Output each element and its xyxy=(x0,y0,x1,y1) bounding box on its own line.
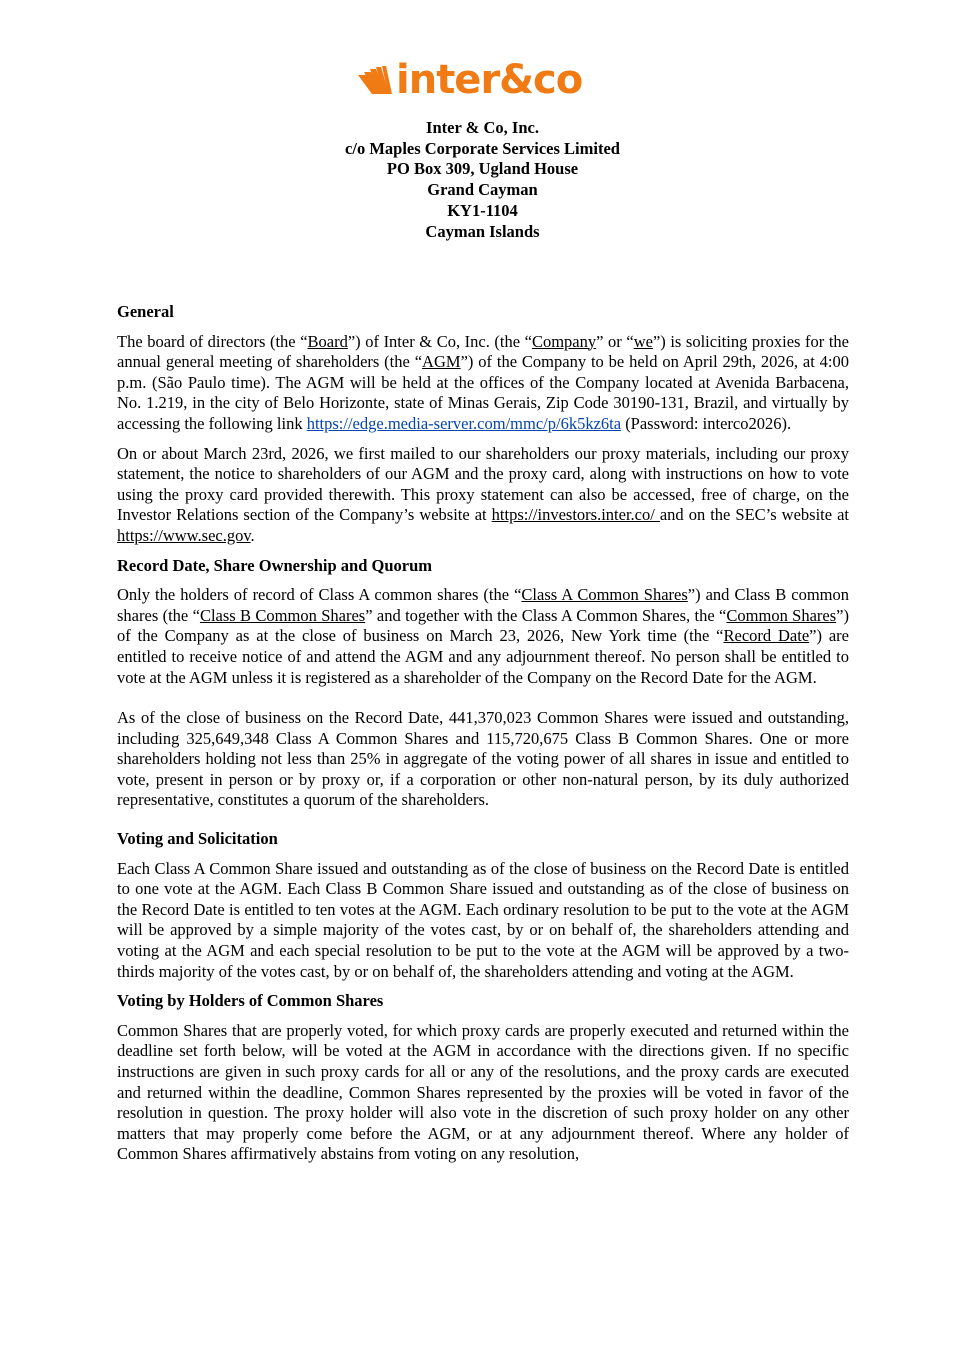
defined-term-board: Board xyxy=(307,331,348,351)
virtual-meeting-link[interactable]: https://edge.media-server.com/mmc/p/6k5kz6ta xyxy=(306,413,622,433)
voting-paragraph: Each Class A Common Share issued and outstanding as of the close of business on the Record Date is entitled to one vote at the AGM. Each Class B Common Share issued and outstanding as of the close of business on the Record Date is entitled to ten votes at the AGM. Each ordinary resolution to be put to the vote at the AGM will be approved by a simple majority of the votes cast, by or on behalf of, the shareholders attending and voting at the AGM and each special resolution to be put to the vote at the AGM will be approved by a two-thirds majority of the votes cast, by or on behalf of, the shareholders attending and voting at the AGM. xyxy=(117,858,849,981)
section-heading-general: General xyxy=(117,302,174,321)
general-paragraph-2: On or about March 23rd, 2026, we first mailed to our shareholders our proxy materials, including our proxy statement, the notice to shareholders of our AGM and the proxy card, along with instructions on how to vote using the proxy card provided therewith. This proxy statement can also be accessed, free of charge, on the Investor Relations section of the Company’s website at https://investors.inter.co/ and on the SEC’s website at https://www.sec.gov. xyxy=(117,443,850,545)
section-heading-record-date: Record Date, Share Ownership and Quorum xyxy=(117,555,433,575)
section-heading-voting: Voting and Solicitation xyxy=(117,829,278,849)
defined-term-record-date: Record Date xyxy=(723,626,810,646)
address-line: Inter & Co, Inc. xyxy=(426,118,539,137)
defined-term-common-shares: Common Shares xyxy=(726,605,837,625)
investor-relations-link[interactable]: https://investors.inter.co/ xyxy=(491,505,660,525)
defined-term-class-b: Class B Common Shares xyxy=(199,605,366,625)
record-paragraph-2: As of the close of business on the Record Date, 441,370,023 Common Shares were issued and outstanding, including 325,649,348 Class A Common Shares and 115,720,675 Class B Common Shares. One or more shareholders holding not less than 25% in aggregate of the voting power of all shares in issue and entitled to vote, present in person or by proxy or, if a corporation or other non-natural person, by its duly authorized representative, constitutes a quorum of the shareholders. xyxy=(117,708,849,810)
defined-term-we: we xyxy=(633,331,653,351)
defined-term-company: Company xyxy=(531,331,597,351)
section-heading-holders: Voting by Holders of Common Shares xyxy=(117,991,384,1011)
address-line: PO Box 309, Ugland House xyxy=(386,159,579,179)
general-paragraph-1: The board of directors (the “Board”) of Inter & Co, Inc. (the “Company” or “we”) is soliciting proxies for the annual general meeting of shareholders (the “AGM”) of the Company to be held on April 29th, 2026, at 4:00 p.m. (São Paulo time). The AGM will be held at the offices of the Company located at Avenida Barbacena, No. 1.219, in the city of Belo Horizonte, state of Minas Gerais, Zip Code 30190-131, Brazil, and virtually by accessing the following link https://edge.media-server.com/mmc/p/6k5kz6ta (Password: interco2026). xyxy=(117,331,850,433)
sec-website-link[interactable]: https://www.sec.gov xyxy=(117,525,251,545)
address-line: Grand Cayman xyxy=(427,180,538,200)
address-line: Cayman Islands xyxy=(425,221,540,241)
defined-term-class-a: Class A Common Shares xyxy=(521,585,688,605)
document-body xyxy=(117,300,849,1165)
logo-wordmark: inter&co xyxy=(396,57,583,103)
sunburst-stripes-icon xyxy=(358,66,392,94)
address-line: c/o Maples Corporate Services Limited xyxy=(345,138,620,158)
address-line: KY1-1104 xyxy=(447,200,518,220)
record-paragraph-1: Only the holders of record of Class A common shares (the “Class A Common Shares”) and Class B common shares (the “Class B Common Shares” and together with the Class A Common Shares, the “Common Shares”) of the Company as at the close of business on March 23, 2026, New York time (the “Record Date”) are entitled to receive notice of and attend the AGM and any adjournment thereof. No person shall be entitled to vote at the AGM unless it is registered as a shareholder of the Company on the Record Date for the AGM. xyxy=(117,585,850,687)
inter-co-logo xyxy=(358,57,610,103)
company-address xyxy=(0,118,965,242)
holders-paragraph: Common Shares that are properly voted, for which proxy cards are properly executed and returned within the deadline set forth below, will be voted at the AGM in accordance with the directions given. If no specific instructions are given in such proxy cards for all or any of the resolutions, and the proxy cards are executed and returned within the deadline, Common Shares represented by the proxies will be voted in favor of the resolution in question. The proxy holder will also vote in the discretion of such proxy holder on any other matters that may properly come before the AGM, or at any adjournment thereof. Where any holder of Common Shares affirmatively abstains from voting on any resolution, xyxy=(117,1020,849,1164)
defined-term-agm: AGM xyxy=(422,352,461,372)
